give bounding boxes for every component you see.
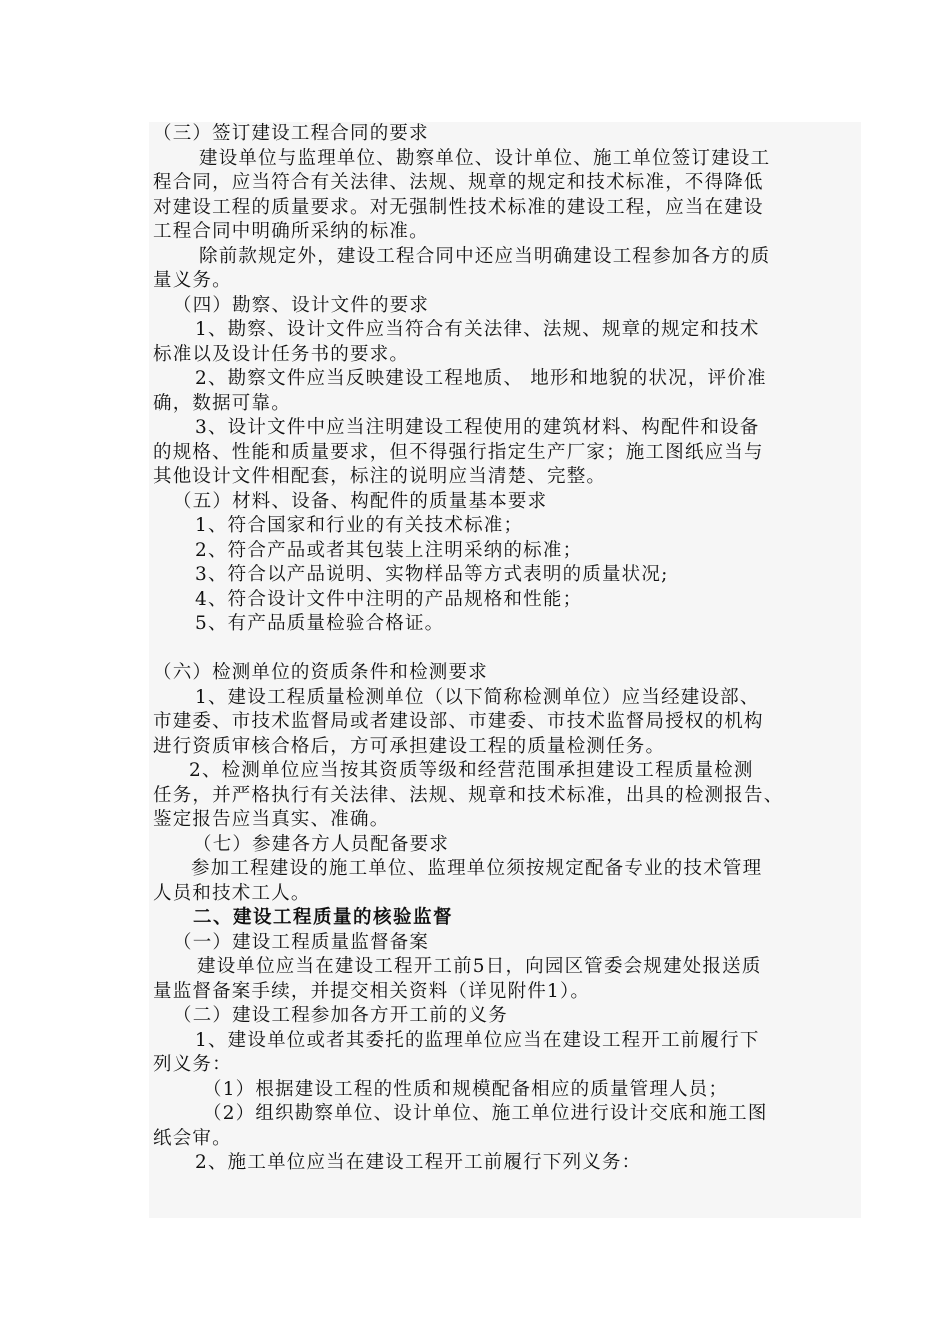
text-line: 程合同，应当符合有关法律、法规、规章的规定和技术标准，不得降低 [153,172,764,193]
text-line: 人员和技术工人。 [153,882,311,904]
text-line: 量监督备案手续，并提交相关资料（详见附件1）。 [153,980,591,1002]
text-line: 3、符合以产品说明、实物样品等方式表明的质量状况; [195,564,669,585]
text-line: 参加工程建设的施工单位、监理单位须按规定配备专业的技术管理 [191,858,763,879]
text-line: 1、建设工程质量检测单位（以下简称检测单位）应当经建设部、 [195,686,760,708]
text-line: 的规格、性能和质量要求，但不得强行指定生产厂家；施工图纸应当与 [153,441,764,463]
text-line: 工程合同中明确所采纳的标准。 [153,221,429,242]
section-heading: 二、建设工程质量的核验监督 [193,907,454,928]
text-line: 任务，并严格执行有关法律、法规、规章和技术标准，出具的检测报告、 [153,784,784,806]
text-line: 2、检测单位应当按其资质等级和经营范围承担建设工程质量检测 [189,760,754,781]
text-line: 2、符合产品或者其包装上注明采纳的标准； [195,539,583,561]
text-line: （一）建设工程质量监督备案 [173,931,430,953]
text-line: 1、建设单位或者其委托的监理单位应当在建设工程开工前履行下 [195,1029,760,1051]
text-line: 2、勘察文件应当反映建设工程地质、 地形和地貌的状况，评价准 [195,368,767,389]
text-line: （六）检测单位的资质条件和检测要求 [153,662,488,683]
text-line: 市建委、市技术监督局或者建设部、市建委、市技术监督局授权的机构 [153,711,764,732]
text-line: 鉴定报告应当真实、准确。 [153,809,390,830]
text-line: 纸会审。 [153,1127,232,1149]
text-line: 1、勘察、设计文件应当符合有关法律、法规、规章的规定和技术 [195,319,760,340]
text-line: 进行资质审核合格后，方可承担建设工程的质量检测任务。 [153,735,666,757]
text-line: （二）建设工程参加各方开工前的义务 [173,1005,508,1026]
text-line: 列义务： [153,1054,232,1075]
text-line: 5、有产品质量检验合格证。 [195,613,445,634]
text-line: （1）根据建设工程的性质和规模配备相应的质量管理人员； [203,1078,729,1100]
text-line: 确，数据可靠。 [153,392,291,414]
text-line: 建设单位与监理单位、勘察单位、设计单位、施工单位签订建设工 [199,147,771,169]
text-line: 对建设工程的质量要求。对无强制性技术标准的建设工程，应当在建设 [153,196,764,218]
text-line: 其他设计文件相配套，标注的说明应当清楚、完整。 [153,466,607,487]
text-line: 建设单位应当在建设工程开工前5日，向园区管委会规建处报送质 [197,956,762,977]
text-line: （三）签订建设工程合同的要求 [153,123,429,144]
text-line: 除前款规定外，建设工程合同中还应当明确建设工程参加各方的质 [199,245,771,267]
text-line: 3、设计文件中应当注明建设工程使用的建筑材料、构配件和设备 [195,417,760,438]
text-line: 1、符合国家和行业的有关技术标准； [195,515,524,536]
text-line: （五）材料、设备、构配件的质量基本要求 [173,490,548,512]
text-line: （七）参建各方人员配备要求 [193,833,450,855]
text-line: 4、符合设计文件中注明的产品规格和性能； [195,588,583,610]
text-line: （2）组织勘察单位、设计单位、施工单位进行设计交底和施工图 [203,1103,768,1124]
text-line: 标准以及设计任务书的要求。 [153,343,410,365]
text-line: 量义务。 [153,270,232,291]
text-line: （四）勘察、设计文件的要求 [173,294,430,316]
text-line: 2、施工单位应当在建设工程开工前履行下列义务： [195,1152,642,1173]
